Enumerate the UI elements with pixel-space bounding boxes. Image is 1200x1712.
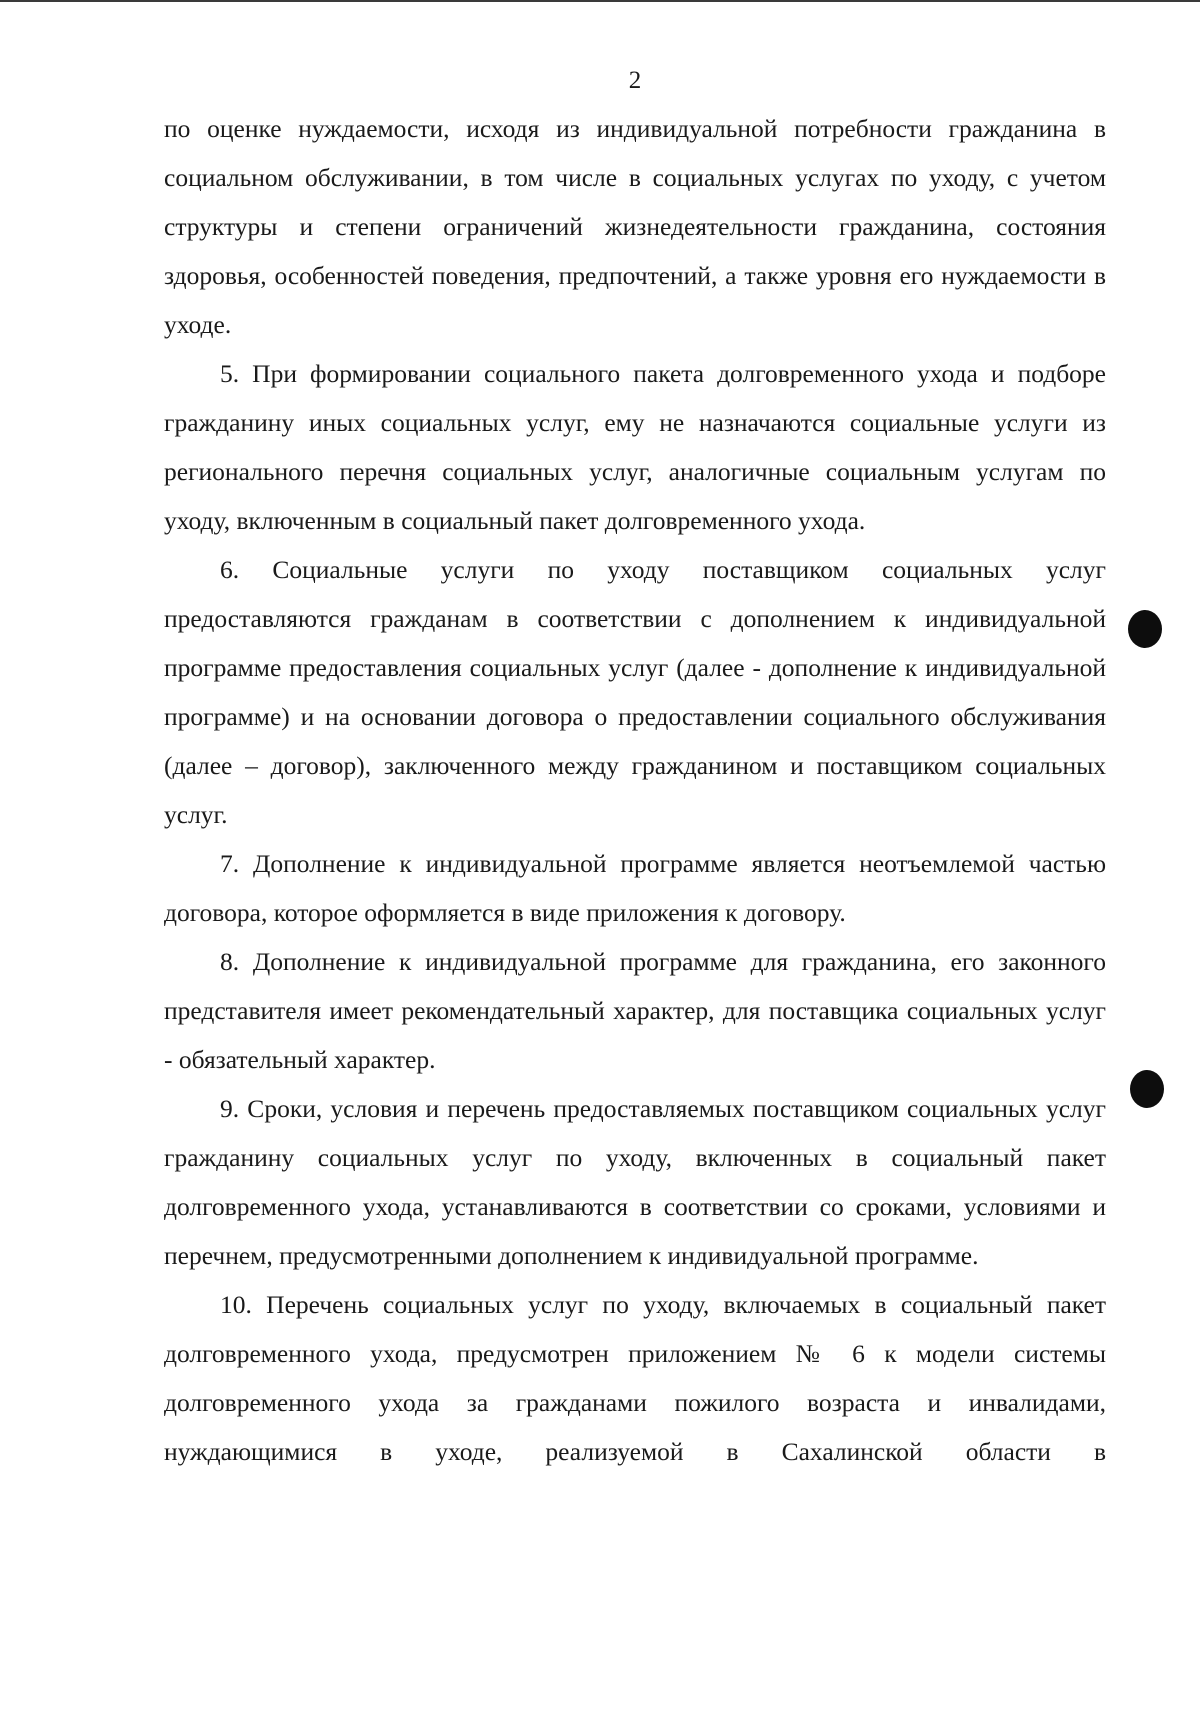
punch-hole-mark [1128,610,1162,648]
document-body [164,104,1106,1476]
paragraph-item-10: 10. Перечень социальных услуг по уходу, включаемых в социальный пакет долговременного ухода, предусмотрен приложением № 6 к модели системы долговременного ухода за гражданами пожилого возраста и инвалидами, нуждающимися в уходе, реализуемой в Сахалинской области в [164,1290,1106,1466]
paragraph-item-9: 9. Сроки, условия и перечень предоставляемых поставщиком социальных услуг гражданину социальных услуг по уходу, включенных в социальный пакет долговременного ухода, устанавливаются в соответствии со сроками, условиями и перечнем, предусмотренными дополнением к индивидуальной программе. [164,1094,1106,1270]
paragraph-item-7: 7. Дополнение к индивидуальной программе является неотъемлемой частью договора, которое оформляется в виде приложения к договору. [164,849,1106,927]
paragraph-item-5: 5. При формировании социального пакета долговременного ухода и подборе гражданину иных социальных услуг, ему не назначаются социальные услуги из регионального перечня социальных услуг, аналогичные социальным услугам по уходу, включенным в социальный пакет долговременного ухода. [164,359,1106,535]
top-border-line [0,0,1200,2]
paragraph-item-6: 6. Социальные услуги по уходу поставщиком социальных услуг предоставляются гражданам в соответствии с дополнением к индивидуальной программе предоставления социальных услуг (далее - дополнение к индивидуальной программе) и на основании договора о предоставлении социального обслуживания (далее – договор), заключенного между гражданином и поставщиком социальных услуг. [164,555,1106,829]
paragraph-continuation: по оценке нуждаемости, исходя из индивидуальной потребности гражданина в социальном обслуживании, в том числе в социальных услугах по уходу, с учетом структуры и степени ограничений жизнедеятельности гражданина, состояния здоровья, особенностей поведения, предпочтений, а также уровня его нуждаемости в уходе. [164,114,1106,339]
paragraph-item-8: 8. Дополнение к индивидуальной программе для гражданина, его законного представителя имеет рекомендательный характер, для поставщика социальных услуг - обязательный характер. [164,947,1106,1074]
punch-hole-mark [1130,1070,1164,1108]
page-number: 2 [628,67,642,94]
